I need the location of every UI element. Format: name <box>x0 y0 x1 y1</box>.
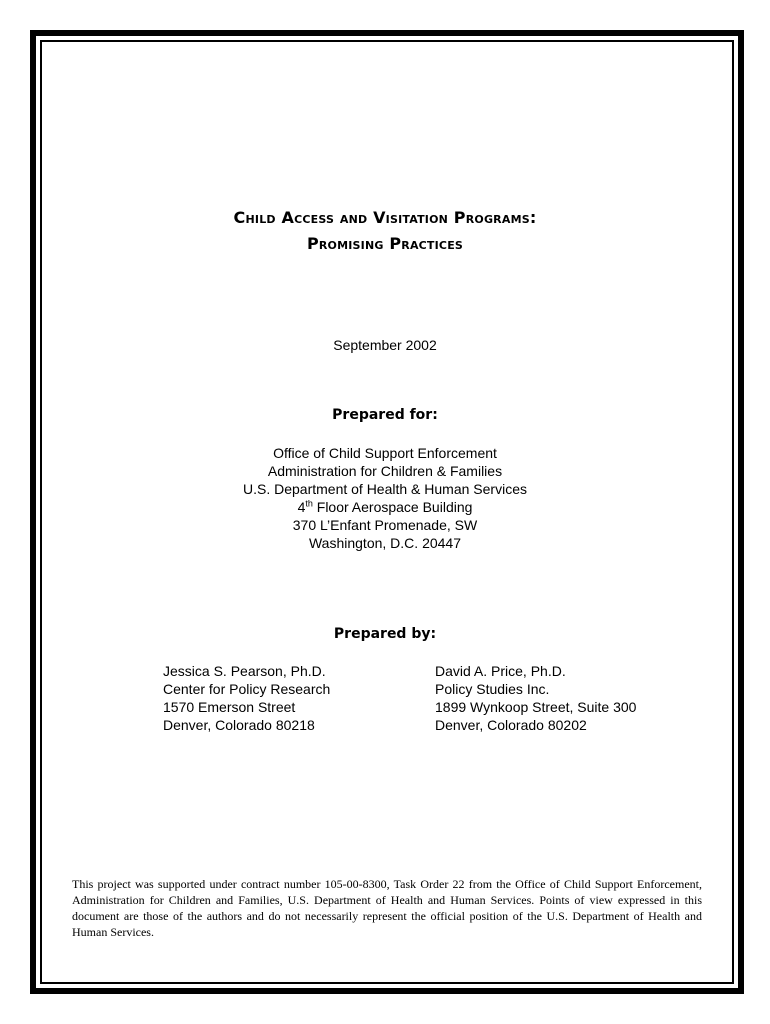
author-org: Center for Policy Research <box>163 681 331 697</box>
address-line-office: Office of Child Support Enforcement <box>273 445 497 461</box>
address-line-department: U.S. Department of Health & Human Services <box>242 481 527 497</box>
report-title-line2: Promising Practices <box>306 234 464 253</box>
funding-disclaimer: This project was supported under contract number 105-00-8300, Task Order 22 from the Office of Child Support Enforcement, Administration for Children and Families, U.S. Department of Health and Human Services. Points of view expressed in this document are those of the authors and do not necessarily represent the official position of the U.S. Department of Health and Human Services. <box>72 877 702 939</box>
report-title <box>0 205 770 257</box>
address-line-floor <box>0 498 770 516</box>
report-date: September 2002 <box>333 337 437 353</box>
prepared-by-heading: Prepared by: <box>333 626 437 642</box>
author-street: 1570 Emerson Street <box>163 699 296 715</box>
floor-rest: Floor Aerospace Building <box>312 499 473 515</box>
author-street: 1899 Wynkoop Street, Suite 300 <box>435 699 637 715</box>
author-block-pearson <box>163 662 330 734</box>
author-name: David A. Price, Ph.D. <box>435 663 566 679</box>
author-city: Denver, Colorado 80202 <box>435 717 587 733</box>
prepared-for-heading: Prepared for: <box>332 407 438 423</box>
address-line-city: Washington, D.C. 20447 <box>308 535 461 551</box>
author-city: Denver, Colorado 80218 <box>163 717 315 733</box>
author-name: Jessica S. Pearson, Ph.D. <box>163 663 326 679</box>
prepared-for-address <box>0 444 770 552</box>
floor-suffix: th <box>305 498 313 509</box>
address-line-admin: Administration for Children & Families <box>267 463 503 479</box>
author-block-price <box>435 662 636 734</box>
author-org: Policy Studies Inc. <box>435 681 550 697</box>
address-line-street: 370 L’Enfant Promenade, SW <box>292 517 478 533</box>
report-title-line1: Child Access and Visitation Programs: <box>233 208 537 227</box>
floor-number: 4 <box>297 499 306 515</box>
